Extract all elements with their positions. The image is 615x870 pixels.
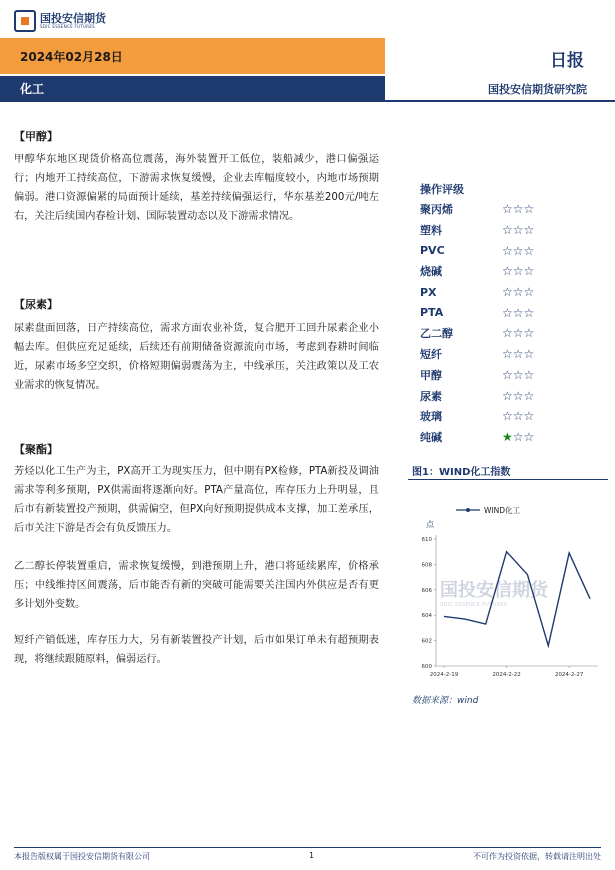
legend-label: WIND化工 [484,506,521,515]
star-empty-icon: ☆ [523,409,535,424]
rating-product-name: 聚丙烯 [420,203,453,217]
section-title-polyester: 【聚酯】 [14,443,58,456]
footer-divider [14,847,601,848]
star-empty-icon: ☆ [512,243,524,258]
figure-divider [408,479,608,480]
rating-row [420,406,550,427]
star-empty-icon: ☆ [512,429,524,444]
section-body-methanol: 甲醇华东地区现货价格高位震荡，海外装置开工低位，装船减少，港口偏强运行；内地开工持续高位，下游需求恢复缓慢，企业去库幅度较小，内地市场预期偏弱。港口资源偏紧的局面预计延续，基差持续偏强运行，华东基差200元/吨左右，关注后续国内春检计划、国际装置动态以及下游需求情况。 [14,154,379,222]
rating-stars [502,347,534,361]
star-empty-icon: ☆ [523,388,535,403]
rating-product-name: PTA [420,306,444,320]
rating-row [420,427,550,448]
star-empty-icon: ☆ [502,326,513,341]
logo-name-en: SDIC ESSENCE FUTURES [40,24,96,29]
star-empty-icon: ☆ [512,367,524,382]
star-empty-icon: ☆ [523,285,535,300]
footer-copyright: 本报告版权属于国投安信期货有限公司 [14,852,150,861]
rating-stars [502,306,534,320]
y-tick-label: 608 [421,562,432,569]
rating-stars [502,244,534,258]
x-tick-label: 2024-2-19 [429,672,459,678]
report-category: 化工 [20,82,45,96]
rating-stars [502,409,534,423]
rating-list [420,199,550,447]
star-empty-icon: ☆ [502,223,513,238]
star-empty-icon: ☆ [512,285,524,300]
section-body-polyester-3: 短纤产销低迷，库存压力大，另有新装置投产计划，后市如果订单未有超预期表现，将继续跟随原料，偏弱运行。 [14,635,379,665]
star-empty-icon: ☆ [512,305,524,320]
star-empty-icon: ☆ [523,223,535,238]
rating-row [420,282,550,303]
rating-stars [502,326,534,340]
star-empty-icon: ☆ [523,326,535,341]
star-empty-icon: ☆ [512,409,524,424]
rating-stars [502,368,534,382]
rating-stars [502,389,534,403]
star-empty-icon: ☆ [512,388,524,403]
footer-disclaimer: 不可作为投资依据，转载请注明出处 [473,852,601,861]
watermark-text-cn: 国投安信期货 [440,580,548,601]
star-empty-icon: ☆ [502,388,513,403]
section-body-urea: 尿素盘面回落，日产持续高位，需求方面农业补货，复合肥开工回升尿素企业小幅去库。但供应充足延续，后续还有前期储备资源流向市场，考虑到春耕时间临近，尿素市场多空交织，价格短期偏弱震荡为主，中线承压，关注政策以及工农业需求的恢复情况。 [14,323,379,391]
star-empty-icon: ☆ [502,202,513,217]
y-tick-label: 610 [421,537,432,543]
company-logo [14,8,106,34]
rating-row [420,220,550,241]
rating-panel-title: 操作评级 [420,183,464,196]
report-type: 日报 [550,51,584,71]
star-empty-icon: ☆ [523,367,535,382]
x-tick-label: 2024-2-27 [554,672,584,678]
rating-product-name: 玻璃 [420,410,442,424]
star-empty-icon: ☆ [523,264,535,279]
rating-product-name: 短纤 [420,348,442,362]
rating-stars [502,264,534,278]
star-empty-icon: ☆ [502,409,513,424]
rating-stars [502,430,534,444]
rating-row [420,365,550,386]
rating-row [420,261,550,282]
y-axis-label: 点 [426,520,434,529]
category-bar [0,76,385,100]
star-empty-icon: ☆ [512,326,524,341]
rating-stars [502,223,534,237]
star-empty-icon: ☆ [502,305,513,320]
star-empty-icon: ☆ [502,347,513,362]
watermark [440,576,548,608]
rating-product-name: 塑料 [420,224,442,238]
rating-row [420,344,550,365]
rating-row [420,302,550,323]
star-empty-icon: ☆ [502,243,513,258]
report-date: 2024年02月28日 [20,50,123,64]
section-body-polyester-1: 芳烃以化工生产为主，PX高开工为现实压力，但中期有PX检修，PTA新投及调油需求等利多预期，PX供需面将逐渐向好。PTA产量高位，库存压力上升明显，且后市有新装置投产预期，供需偏空，但PX向好预期提供成本支撑，加工差承压，后市关注下游是否会有负反馈压力。 [14,466,379,534]
star-empty-icon: ☆ [512,223,524,238]
y-tick-label: 602 [421,638,432,645]
figure-title: 图1：WIND化工指数 [412,467,511,478]
y-tick-label: 600 [421,664,432,670]
header-divider [0,100,615,102]
rating-row [420,323,550,344]
research-department: 国投安信期货研究院 [488,83,587,96]
y-tick-label: 604 [421,613,432,620]
y-tick-label: 606 [421,587,432,594]
rating-row [420,199,550,220]
rating-product-name: 烧碱 [420,265,442,279]
section-body-polyester-2: 乙二醇长停装置重启，需求恢复缓慢，到港预期上升，港口将延续累库，价格承压；中线维持区间震荡，后市能否有新的突破可能需要关注国内外供应是否有更多计划外变数。 [14,561,379,610]
section-title-urea: 【尿素】 [14,298,58,311]
x-tick-label: 2024-2-22 [492,672,521,678]
star-empty-icon: ☆ [512,264,524,279]
rating-row [420,385,550,406]
rating-product-name: PX [420,285,437,299]
logo-name-cn: 国投安信期货 [40,12,106,25]
star-empty-icon: ☆ [523,243,535,258]
rating-row [420,240,550,261]
section-title-methanol: 【甲醇】 [14,130,58,143]
rating-stars [502,285,534,299]
star-empty-icon: ☆ [523,429,535,444]
star-empty-icon: ☆ [512,202,524,217]
rating-product-name: 乙二醇 [420,327,453,341]
star-filled-icon: ★ [502,429,513,444]
rating-product-name: 甲醇 [420,368,442,382]
star-empty-icon: ☆ [523,202,535,217]
star-empty-icon: ☆ [523,347,535,362]
star-empty-icon: ☆ [502,285,513,300]
star-empty-icon: ☆ [502,367,513,382]
logo-mark-icon [14,10,36,32]
page-number: 1 [309,851,315,860]
figure-source: 数据来源：wind [412,696,479,706]
star-empty-icon: ☆ [523,305,535,320]
rating-stars [502,202,534,216]
watermark-text-en: SDIC ESSENCE FUTURES [440,602,508,608]
rating-product-name: PVC [420,244,445,258]
star-empty-icon: ☆ [502,264,513,279]
rating-product-name: 纯碱 [420,430,442,444]
star-empty-icon: ☆ [512,347,524,362]
rating-product-name: 尿素 [420,389,442,403]
legend-marker [466,508,470,512]
